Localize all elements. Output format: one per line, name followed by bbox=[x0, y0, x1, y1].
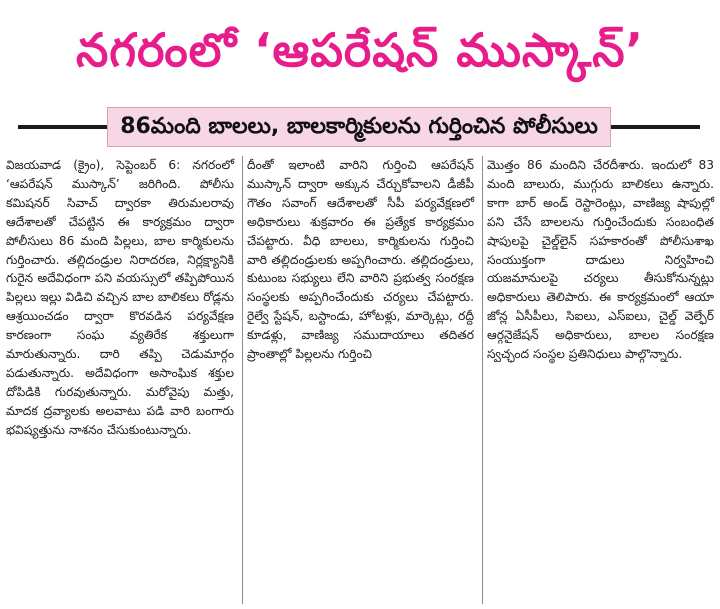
article-column-2: దీంతో ఇలాంటి వారిని గుర్తించి ఆపరేషన్ ముస్కాన్ ద్వారా అక్కున చేర్చుకోవాలని డీజీపీ గౌతం సవాంగ్ ఆదేశాలతో సీపీ పర్యవేక్షణలో అధికారులు శుక్రవారం ఈ ప్రత్యేక కార్యక్రమం చేపట్టారు. వీధి బాలలు, కార్మికులను గుర్తించి వారి తల్లిదండ్రులకు అప్పగించారు. తల్లిదండ్రులు, కుటుంబ సభ్యులు లేని వారిని ప్రభుత్వ సంరక్షణ సంస్థలకు అప్పగించేందుకు చర్యలు చేపట్టారు. రైల్వే స్టేషన్, బస్టాండు, హోటళ్లు, మార్కెట్లు, రద్దీ కూడళ్లు, వాణిజ్య సముదాయాలు తదితర ప్రాంతాల్లో పిల్లలను గుర్తించి bbox=[242, 156, 478, 604]
headline: నగరంలో ‘ఆపరేషన్ ముస్కాన్’ bbox=[75, 23, 644, 77]
article-column-3: మొత్తం 86 మందిని చేరదీశారు. ఇందులో 83 మంది బాలురు, ముగ్గురు బాలికలు ఉన్నారు. కాగా బార్ అండ్ రెస్టారెంట్లు, వాణిజ్య షాపుల్లో పని చేసే బాలలను గుర్తించేందుకు సంబంధిత షాపులపై చైల్డ్‌లైన్ సహకారంతో పోలీసుశాఖ సంయుక్తంగా దాడులు నిర్వహించి యజమానులపై చర్యలు తీసుకోనున్నట్లు అధికారులు తెలిపారు. ఈ కార్యక్రమంలో ఆయా జోన్ల ఏసీపీలు, సిఐలు, ఎస్ఐలు, చైల్డ్ వెల్ఫేర్ ఆర్గనైజేషన్ అధికారులు, బాలల సంరక్షణ స్వచ్ఛంద సంస్థల ప్రతినిధులు పాల్గొన్నారు. bbox=[482, 156, 718, 604]
article-column-1: విజయవాడ (క్రైం), సెప్టెంబర్ 6: నగరంలో ‘ఆపరేషన్ ముస్కాన్’ జరిగింది. పోలీసు కమిషనర్ సివాచ్ ద్వారకా తిరుమలరావు ఆదేశాలతో చేపట్టిన ఈ కార్యక్రమం ద్వారా పోలీసులు 86 మంది పిల్లలు, బాల కార్మికులను గుర్తించారు. తల్లిదండ్రుల నిరాదరణ, నిర్లక్ష్యానికి గురైన అదేవిధంగా పని వయస్సులో తప్పిపోయిన పిల్లలు ఇల్లు విడిచి వచ్చిన బాల బాలికలు రోడ్లను ఆశ్రయించడం ద్వారా కొరవడిన పర్యవేక్షణ కారణంగా సంఘ వ్యతిరేక శక్తులుగా మారుతున్నారు. దారి తప్పి చెడుమార్గం పడుతున్నారు. అదేవిధంగా అసాంఘిక శక్తుల దోపిడికి గురవుతున్నారు. మరోవైపు మత్తు, మాదక ద్రవ్యాలకు అలవాటు పడి వారి బంగారు భవిష్యత్తును నాశనం చేసుకుంటున్నారు. bbox=[6, 158, 234, 437]
article-body bbox=[2, 156, 718, 604]
subheadline-banner bbox=[18, 106, 700, 148]
subheadline: 86మంది బాలలు, బాలకార్మికులను గుర్తించిన పోలీసులు bbox=[107, 107, 611, 147]
